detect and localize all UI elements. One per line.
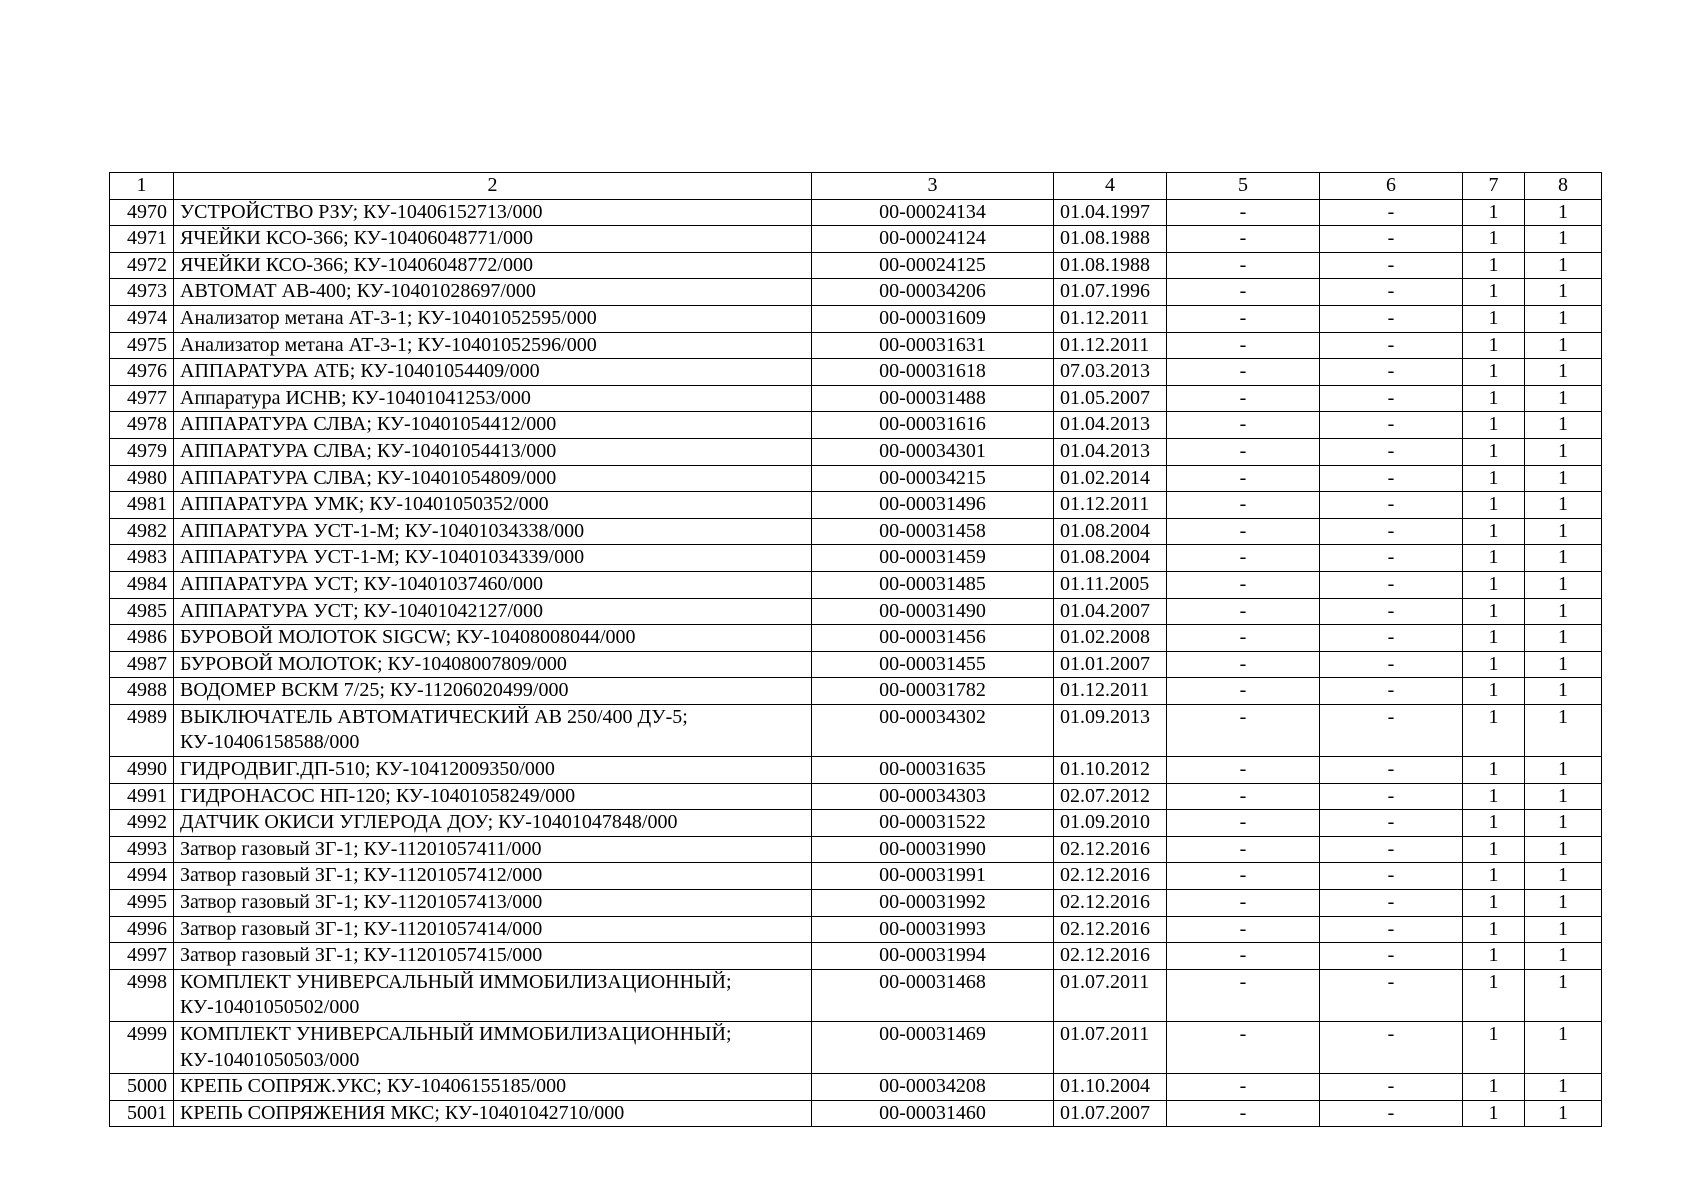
asset-name-cell: ГИДРОДВИГ.ДП-510; КУ-10412009350/000	[174, 757, 812, 784]
column-8-cell: 1	[1525, 412, 1602, 439]
asset-name-cell: Затвор газовый ЗГ-1; КУ-11201057413/000	[174, 890, 812, 917]
inventory-number-cell: 00-00031993	[812, 916, 1054, 943]
column-6-cell: -	[1320, 1074, 1463, 1101]
row-number-cell: 4979	[110, 438, 174, 465]
column-6-cell: -	[1320, 465, 1463, 492]
column-7-cell: 1	[1463, 783, 1525, 810]
row-number-cell: 4980	[110, 465, 174, 492]
inventory-number-cell: 00-00034302	[812, 704, 1054, 756]
asset-name-cell: ЯЧЕЙКИ КСО-366; КУ-10406048771/000	[174, 226, 812, 253]
column-5-cell: -	[1167, 226, 1320, 253]
column-6-cell: -	[1320, 836, 1463, 863]
asset-name-cell: ВЫКЛЮЧАТЕЛЬ АВТОМАТИЧЕСКИЙ АВ 250/400 ДУ-5; КУ-10406158588/000	[174, 704, 812, 756]
row-number-cell: 4971	[110, 226, 174, 253]
header-cell-2: 2	[174, 173, 812, 200]
asset-name-cell: АППАРАТУРА УСТ-1-М; КУ-10401034338/000	[174, 518, 812, 545]
column-8-cell: 1	[1525, 678, 1602, 705]
column-5-cell: -	[1167, 810, 1320, 837]
column-5-cell: -	[1167, 465, 1320, 492]
inventory-number-cell: 00-00034303	[812, 783, 1054, 810]
date-cell: 01.04.1997	[1054, 199, 1167, 226]
row-number-cell: 4972	[110, 252, 174, 279]
asset-name-cell: Затвор газовый ЗГ-1; КУ-11201057415/000	[174, 943, 812, 970]
inventory-number-cell: 00-00034215	[812, 465, 1054, 492]
column-6-cell: -	[1320, 492, 1463, 519]
column-6-cell: -	[1320, 678, 1463, 705]
inventory-number-cell: 00-00031469	[812, 1022, 1054, 1074]
row-number-cell: 4975	[110, 332, 174, 359]
header-row	[110, 173, 1602, 200]
column-7-cell: 1	[1463, 651, 1525, 678]
column-7-cell: 1	[1463, 385, 1525, 412]
row-number-cell: 4986	[110, 625, 174, 652]
row-number-cell: 4989	[110, 704, 174, 756]
date-cell: 01.01.2007	[1054, 651, 1167, 678]
column-5-cell: -	[1167, 704, 1320, 756]
column-7-cell: 1	[1463, 678, 1525, 705]
column-6-cell: -	[1320, 226, 1463, 253]
inventory-number-cell: 00-00034301	[812, 438, 1054, 465]
table-row	[110, 332, 1602, 359]
column-5-cell: -	[1167, 783, 1320, 810]
column-5-cell: -	[1167, 598, 1320, 625]
column-6-cell: -	[1320, 438, 1463, 465]
asset-name-cell: АВТОМАТ АВ-400; КУ-10401028697/000	[174, 279, 812, 306]
column-6-cell: -	[1320, 1100, 1463, 1127]
column-7-cell: 1	[1463, 305, 1525, 332]
header-cell-7: 7	[1463, 173, 1525, 200]
row-number-cell: 4992	[110, 810, 174, 837]
row-number-cell: 4974	[110, 305, 174, 332]
header-cell-6: 6	[1320, 173, 1463, 200]
asset-name-cell: ГИДРОНАСОС НП-120; КУ-10401058249/000	[174, 783, 812, 810]
column-6-cell: -	[1320, 890, 1463, 917]
row-number-cell: 4984	[110, 571, 174, 598]
header-cell-3: 3	[812, 173, 1054, 200]
column-6-cell: -	[1320, 252, 1463, 279]
date-cell: 01.08.2004	[1054, 518, 1167, 545]
table-row	[110, 863, 1602, 890]
column-7-cell: 1	[1463, 810, 1525, 837]
column-7-cell: 1	[1463, 332, 1525, 359]
column-5-cell: -	[1167, 438, 1320, 465]
table-row	[110, 836, 1602, 863]
asset-name-cell: Анализатор метана АТ-3-1; КУ-10401052596/000	[174, 332, 812, 359]
asset-name-cell: АППАРАТУРА УСТ; КУ-10401042127/000	[174, 598, 812, 625]
table-row	[110, 969, 1602, 1021]
date-cell: 02.12.2016	[1054, 890, 1167, 917]
inventory-number-cell: 00-00031455	[812, 651, 1054, 678]
column-7-cell: 1	[1463, 545, 1525, 572]
column-6-cell: -	[1320, 359, 1463, 386]
column-5-cell: -	[1167, 836, 1320, 863]
row-number-cell: 4976	[110, 359, 174, 386]
date-cell: 01.07.1996	[1054, 279, 1167, 306]
column-7-cell: 1	[1463, 1074, 1525, 1101]
table-row	[110, 571, 1602, 598]
date-cell: 07.03.2013	[1054, 359, 1167, 386]
date-cell: 02.12.2016	[1054, 863, 1167, 890]
row-number-cell: 5001	[110, 1100, 174, 1127]
column-5-cell: -	[1167, 279, 1320, 306]
inventory-number-cell: 00-00024124	[812, 226, 1054, 253]
inventory-number-cell: 00-00031522	[812, 810, 1054, 837]
column-7-cell: 1	[1463, 1100, 1525, 1127]
column-8-cell: 1	[1525, 863, 1602, 890]
table-row	[110, 252, 1602, 279]
row-number-cell: 4999	[110, 1022, 174, 1074]
table-row	[110, 226, 1602, 253]
asset-name-cell: Аппаратура ИСНВ; КУ-10401041253/000	[174, 385, 812, 412]
inventory-number-cell: 00-00024134	[812, 199, 1054, 226]
inventory-number-cell: 00-00031990	[812, 836, 1054, 863]
column-6-cell: -	[1320, 651, 1463, 678]
row-number-cell: 4996	[110, 916, 174, 943]
date-cell: 01.12.2011	[1054, 492, 1167, 519]
column-5-cell: -	[1167, 332, 1320, 359]
table-row	[110, 890, 1602, 917]
column-6-cell: -	[1320, 598, 1463, 625]
column-5-cell: -	[1167, 625, 1320, 652]
column-5-cell: -	[1167, 969, 1320, 1021]
table-row	[110, 783, 1602, 810]
table-row	[110, 916, 1602, 943]
asset-name-cell: БУРОВОЙ МОЛОТОК SIGCW; КУ-10408008044/000	[174, 625, 812, 652]
column-8-cell: 1	[1525, 651, 1602, 678]
column-6-cell: -	[1320, 969, 1463, 1021]
date-cell: 01.11.2005	[1054, 571, 1167, 598]
inventory-number-cell: 00-00031631	[812, 332, 1054, 359]
asset-name-cell: УСТРОЙСТВО РЗУ; КУ-10406152713/000	[174, 199, 812, 226]
column-6-cell: -	[1320, 518, 1463, 545]
column-7-cell: 1	[1463, 890, 1525, 917]
column-8-cell: 1	[1525, 279, 1602, 306]
date-cell: 02.12.2016	[1054, 943, 1167, 970]
table-row	[110, 385, 1602, 412]
asset-name-cell: Затвор газовый ЗГ-1; КУ-11201057414/000	[174, 916, 812, 943]
asset-name-cell: ЯЧЕЙКИ КСО-366; КУ-10406048772/000	[174, 252, 812, 279]
column-7-cell: 1	[1463, 279, 1525, 306]
header-cell-1: 1	[110, 173, 174, 200]
date-cell: 01.04.2013	[1054, 412, 1167, 439]
column-6-cell: -	[1320, 916, 1463, 943]
inventory-number-cell: 00-00031992	[812, 890, 1054, 917]
inventory-number-cell: 00-00031485	[812, 571, 1054, 598]
column-8-cell: 1	[1525, 571, 1602, 598]
column-5-cell: -	[1167, 890, 1320, 917]
column-8-cell: 1	[1525, 704, 1602, 756]
column-6-cell: -	[1320, 863, 1463, 890]
inventory-number-cell: 00-00031488	[812, 385, 1054, 412]
column-6-cell: -	[1320, 757, 1463, 784]
column-7-cell: 1	[1463, 757, 1525, 784]
inventory-number-cell: 00-00031618	[812, 359, 1054, 386]
column-6-cell: -	[1320, 279, 1463, 306]
table-row	[110, 438, 1602, 465]
inventory-number-cell: 00-00031782	[812, 678, 1054, 705]
table-row	[110, 492, 1602, 519]
table-row	[110, 651, 1602, 678]
table-row	[110, 279, 1602, 306]
column-6-cell: -	[1320, 332, 1463, 359]
column-5-cell: -	[1167, 651, 1320, 678]
column-5-cell: -	[1167, 492, 1320, 519]
header-cell-8: 8	[1525, 173, 1602, 200]
column-8-cell: 1	[1525, 757, 1602, 784]
asset-name-cell: Затвор газовый ЗГ-1; КУ-11201057411/000	[174, 836, 812, 863]
date-cell: 01.07.2011	[1054, 1022, 1167, 1074]
date-cell: 01.10.2012	[1054, 757, 1167, 784]
column-7-cell: 1	[1463, 916, 1525, 943]
row-number-cell: 4990	[110, 757, 174, 784]
column-7-cell: 1	[1463, 518, 1525, 545]
inventory-number-cell: 00-00031616	[812, 412, 1054, 439]
asset-name-cell: ДАТЧИК ОКИСИ УГЛЕРОДА ДОУ; КУ-10401047848/000	[174, 810, 812, 837]
row-number-cell: 4995	[110, 890, 174, 917]
table-row	[110, 199, 1602, 226]
date-cell: 01.02.2008	[1054, 625, 1167, 652]
date-cell: 02.07.2012	[1054, 783, 1167, 810]
inventory-number-cell: 00-00031468	[812, 969, 1054, 1021]
column-7-cell: 1	[1463, 412, 1525, 439]
column-8-cell: 1	[1525, 492, 1602, 519]
column-5-cell: -	[1167, 863, 1320, 890]
date-cell: 01.04.2007	[1054, 598, 1167, 625]
row-number-cell: 4987	[110, 651, 174, 678]
column-7-cell: 1	[1463, 969, 1525, 1021]
column-5-cell: -	[1167, 1022, 1320, 1074]
column-5-cell: -	[1167, 943, 1320, 970]
inventory-number-cell: 00-00024125	[812, 252, 1054, 279]
asset-name-cell: КОМПЛЕКТ УНИВЕРСАЛЬНЫЙ ИММОБИЛИЗАЦИОННЫЙ; КУ-10401050503/000	[174, 1022, 812, 1074]
asset-name-cell: Затвор газовый ЗГ-1; КУ-11201057412/000	[174, 863, 812, 890]
row-number-cell: 4997	[110, 943, 174, 970]
row-number-cell: 4973	[110, 279, 174, 306]
column-8-cell: 1	[1525, 199, 1602, 226]
inventory-number-cell: 00-00031458	[812, 518, 1054, 545]
column-8-cell: 1	[1525, 969, 1602, 1021]
row-number-cell: 4981	[110, 492, 174, 519]
column-5-cell: -	[1167, 1100, 1320, 1127]
inventory-number-cell: 00-00031496	[812, 492, 1054, 519]
table-row	[110, 1022, 1602, 1074]
column-5-cell: -	[1167, 518, 1320, 545]
date-cell: 01.12.2011	[1054, 332, 1167, 359]
column-5-cell: -	[1167, 916, 1320, 943]
column-8-cell: 1	[1525, 518, 1602, 545]
date-cell: 02.12.2016	[1054, 836, 1167, 863]
column-7-cell: 1	[1463, 836, 1525, 863]
row-number-cell: 4991	[110, 783, 174, 810]
asset-name-cell: БУРОВОЙ МОЛОТОК; КУ-10408007809/000	[174, 651, 812, 678]
asset-name-cell: КРЕПЬ СОПРЯЖ.УКС; КУ-10406155185/000	[174, 1074, 812, 1101]
row-number-cell: 4994	[110, 863, 174, 890]
date-cell: 01.07.2007	[1054, 1100, 1167, 1127]
column-6-cell: -	[1320, 412, 1463, 439]
date-cell: 01.05.2007	[1054, 385, 1167, 412]
table-row	[110, 359, 1602, 386]
date-cell: 01.04.2013	[1054, 438, 1167, 465]
column-5-cell: -	[1167, 545, 1320, 572]
column-7-cell: 1	[1463, 571, 1525, 598]
asset-name-cell: АППАРАТУРА УСТ-1-М; КУ-10401034339/000	[174, 545, 812, 572]
column-8-cell: 1	[1525, 545, 1602, 572]
row-number-cell: 4983	[110, 545, 174, 572]
column-7-cell: 1	[1463, 465, 1525, 492]
row-number-cell: 4988	[110, 678, 174, 705]
asset-name-cell: ВОДОМЕР ВСКМ 7/25; КУ-11206020499/000	[174, 678, 812, 705]
date-cell: 01.08.2004	[1054, 545, 1167, 572]
asset-name-cell: АППАРАТУРА СЛВА; КУ-10401054809/000	[174, 465, 812, 492]
column-8-cell: 1	[1525, 1022, 1602, 1074]
inventory-number-cell: 00-00031609	[812, 305, 1054, 332]
date-cell: 02.12.2016	[1054, 916, 1167, 943]
table-row	[110, 704, 1602, 756]
column-8-cell: 1	[1525, 598, 1602, 625]
table-row	[110, 943, 1602, 970]
asset-name-cell: АППАРАТУРА СЛВА; КУ-10401054413/000	[174, 438, 812, 465]
column-5-cell: -	[1167, 385, 1320, 412]
row-number-cell: 4998	[110, 969, 174, 1021]
column-8-cell: 1	[1525, 438, 1602, 465]
date-cell: 01.10.2004	[1054, 1074, 1167, 1101]
inventory-number-cell: 00-00031994	[812, 943, 1054, 970]
column-7-cell: 1	[1463, 492, 1525, 519]
row-number-cell: 4985	[110, 598, 174, 625]
column-8-cell: 1	[1525, 252, 1602, 279]
table-row	[110, 598, 1602, 625]
column-8-cell: 1	[1525, 332, 1602, 359]
column-8-cell: 1	[1525, 943, 1602, 970]
column-5-cell: -	[1167, 199, 1320, 226]
column-5-cell: -	[1167, 571, 1320, 598]
column-8-cell: 1	[1525, 1074, 1602, 1101]
table-row	[110, 305, 1602, 332]
column-8-cell: 1	[1525, 836, 1602, 863]
row-number-cell: 4982	[110, 518, 174, 545]
column-7-cell: 1	[1463, 226, 1525, 253]
column-8-cell: 1	[1525, 916, 1602, 943]
asset-name-cell: КРЕПЬ СОПРЯЖЕНИЯ МКС; КУ-10401042710/000	[174, 1100, 812, 1127]
date-cell: 01.02.2014	[1054, 465, 1167, 492]
column-6-cell: -	[1320, 810, 1463, 837]
column-5-cell: -	[1167, 757, 1320, 784]
column-8-cell: 1	[1525, 783, 1602, 810]
column-6-cell: -	[1320, 943, 1463, 970]
column-6-cell: -	[1320, 305, 1463, 332]
header-cell-4: 4	[1054, 173, 1167, 200]
column-8-cell: 1	[1525, 226, 1602, 253]
date-cell: 01.09.2013	[1054, 704, 1167, 756]
column-5-cell: -	[1167, 305, 1320, 332]
column-6-cell: -	[1320, 545, 1463, 572]
column-8-cell: 1	[1525, 1100, 1602, 1127]
column-5-cell: -	[1167, 359, 1320, 386]
column-7-cell: 1	[1463, 625, 1525, 652]
column-8-cell: 1	[1525, 890, 1602, 917]
row-number-cell: 4978	[110, 412, 174, 439]
asset-name-cell: КОМПЛЕКТ УНИВЕРСАЛЬНЫЙ ИММОБИЛИЗАЦИОННЫЙ; КУ-10401050502/000	[174, 969, 812, 1021]
table-row	[110, 518, 1602, 545]
table-row	[110, 757, 1602, 784]
column-5-cell: -	[1167, 1074, 1320, 1101]
column-7-cell: 1	[1463, 704, 1525, 756]
column-6-cell: -	[1320, 199, 1463, 226]
column-8-cell: 1	[1525, 305, 1602, 332]
date-cell: 01.12.2011	[1054, 305, 1167, 332]
asset-name-cell: АППАРАТУРА СЛВА; КУ-10401054412/000	[174, 412, 812, 439]
date-cell: 01.12.2011	[1054, 678, 1167, 705]
date-cell: 01.08.1988	[1054, 252, 1167, 279]
inventory-number-cell: 00-00034206	[812, 279, 1054, 306]
table-row	[110, 625, 1602, 652]
row-number-cell: 4993	[110, 836, 174, 863]
column-5-cell: -	[1167, 678, 1320, 705]
column-7-cell: 1	[1463, 359, 1525, 386]
row-number-cell: 5000	[110, 1074, 174, 1101]
inventory-number-cell: 00-00031635	[812, 757, 1054, 784]
asset-name-cell: АППАРАТУРА АТБ; КУ-10401054409/000	[174, 359, 812, 386]
table-body	[110, 199, 1602, 1127]
column-6-cell: -	[1320, 385, 1463, 412]
table-row	[110, 1100, 1602, 1127]
inventory-number-cell: 00-00034208	[812, 1074, 1054, 1101]
inventory-number-cell: 00-00031460	[812, 1100, 1054, 1127]
table-row	[110, 678, 1602, 705]
column-8-cell: 1	[1525, 810, 1602, 837]
column-8-cell: 1	[1525, 465, 1602, 492]
column-6-cell: -	[1320, 625, 1463, 652]
header-cell-5: 5	[1167, 173, 1320, 200]
column-6-cell: -	[1320, 1022, 1463, 1074]
column-7-cell: 1	[1463, 438, 1525, 465]
column-6-cell: -	[1320, 783, 1463, 810]
column-7-cell: 1	[1463, 1022, 1525, 1074]
column-7-cell: 1	[1463, 199, 1525, 226]
inventory-number-cell: 00-00031456	[812, 625, 1054, 652]
column-5-cell: -	[1167, 412, 1320, 439]
asset-name-cell: АППАРАТУРА УСТ; КУ-10401037460/000	[174, 571, 812, 598]
table-row	[110, 1074, 1602, 1101]
column-7-cell: 1	[1463, 252, 1525, 279]
asset-registry-table	[109, 172, 1602, 1127]
column-7-cell: 1	[1463, 943, 1525, 970]
row-number-cell: 4977	[110, 385, 174, 412]
table-row	[110, 465, 1602, 492]
column-8-cell: 1	[1525, 625, 1602, 652]
inventory-number-cell: 00-00031490	[812, 598, 1054, 625]
column-5-cell: -	[1167, 252, 1320, 279]
date-cell: 01.07.2011	[1054, 969, 1167, 1021]
asset-name-cell: Анализатор метана АТ-3-1; КУ-10401052595/000	[174, 305, 812, 332]
table-row	[110, 412, 1602, 439]
column-6-cell: -	[1320, 571, 1463, 598]
table-row	[110, 810, 1602, 837]
table-row	[110, 545, 1602, 572]
date-cell: 01.09.2010	[1054, 810, 1167, 837]
column-6-cell: -	[1320, 704, 1463, 756]
inventory-number-cell: 00-00031459	[812, 545, 1054, 572]
row-number-cell: 4970	[110, 199, 174, 226]
date-cell: 01.08.1988	[1054, 226, 1167, 253]
inventory-number-cell: 00-00031991	[812, 863, 1054, 890]
column-7-cell: 1	[1463, 863, 1525, 890]
column-8-cell: 1	[1525, 359, 1602, 386]
column-7-cell: 1	[1463, 598, 1525, 625]
column-8-cell: 1	[1525, 385, 1602, 412]
asset-name-cell: АППАРАТУРА УМК; КУ-10401050352/000	[174, 492, 812, 519]
